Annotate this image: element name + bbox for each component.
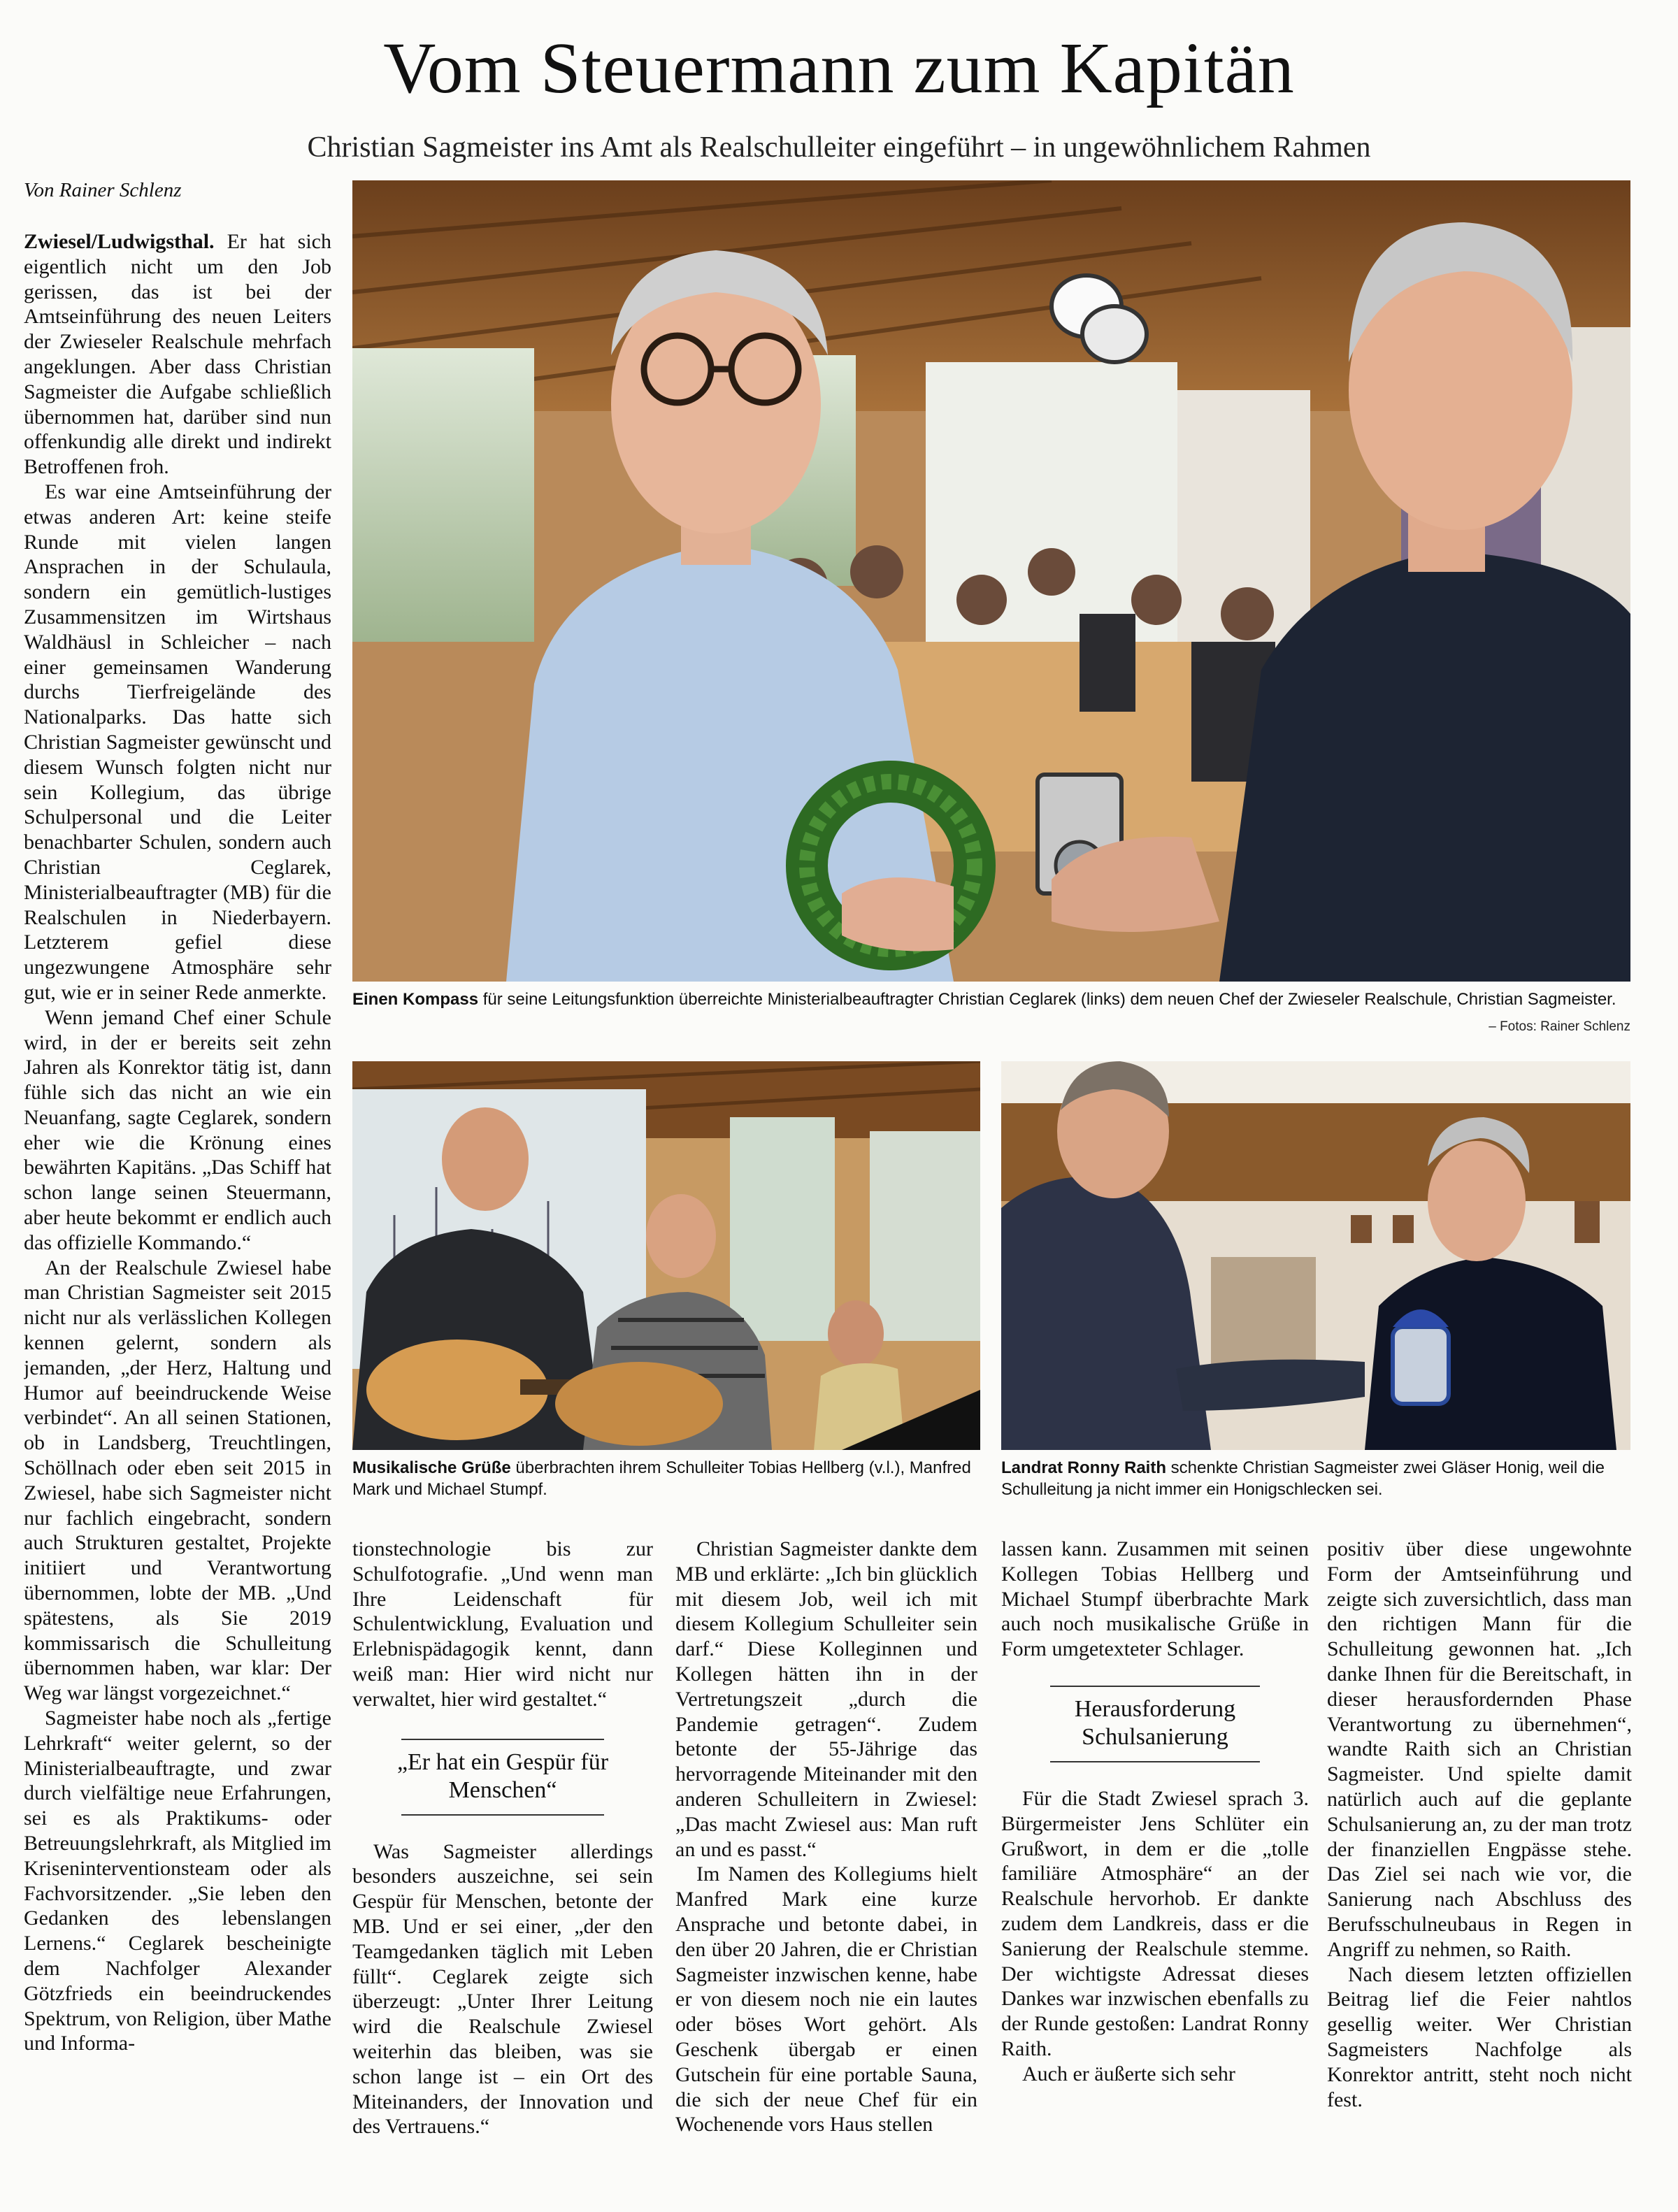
paragraph: Auch er äußerte sich sehr: [1022, 2062, 1235, 2085]
paragraph: Im Namen des Kollegiums hielt Manfred Mark eine kurze Ansprache und betonte dabei, in den über 20 Jahren, die er Christian Sagmeister inzwischen kenne, habe er von diesem noch nie ein lautes oder böses Wort gehört. Als Geschenk übergab er einen Gutschein für eine portable Sauna, die sich der neue Chef für ein Wochenende vors Haus stellen: [675, 1862, 977, 2136]
photo-credit: – Fotos: Rainer Schlenz: [1489, 1019, 1630, 1034]
paragraph: Wenn jemand Chef einer Schule wird, in der er bereits seit zehn Jahren als Konrektor tätig ist, dann fühle sich das nicht an wie ein Neuanfang, sagte Ceglarek, sondern eher wie die Krönung eines bewährten Kapitäns. „Das Schiff hat schon lange seinen Steuermann, aber heute bekommt er endlich auch das offizielle Kommando.“: [24, 1005, 331, 1254]
subheadline: Christian Sagmeister ins Amt als Realschulleiter eingeführt – in ungewöhnlichem Rahmen: [307, 131, 1371, 164]
paragraph: tionstechnologie bis zur Schulfotografie. „Und wenn man Ihre Leidenschaft für Schulentwicklung, Evaluation und Erlebnispädagogik kennt, dann weiß man: Hier wird nicht nur verwaltet, hier wird gestaltet.“: [352, 1537, 653, 1711]
interhead-rule-bottom: [1050, 1761, 1260, 1762]
main-caption-lead: Einen Kompass: [352, 990, 479, 1009]
dateline: Zwiesel/Ludwigsthal.: [24, 230, 215, 253]
lead-paragraph: Zwiesel/Ludwigsthal. Er hat sich eigentlich nicht um den Job gerissen, das ist bei der Amtseinführung des neuen Leiters der Zwieseler Realschule mehrfach angeklungen. Aber dass Christian Sagmeister die Aufgabe schließlich übernommen hat, darüber sind nun offenkundig alle direkt und indirekt Betroffenen froh.: [24, 230, 331, 479]
main-caption-text: für seine Leitungsfunktion überreichte Ministerialbeauftragter Christian Ceglarek (links) dem neuen Chef der Zwieseler Realschule, Christian Sagmeister.: [478, 990, 1616, 1009]
interhead-rule-top: [401, 1739, 604, 1740]
paragraph: positiv über diese ungewohnte Form der Amtseinführung und zeigte sich zuversichtlich, dass man den richtigen Mann für die Schulleitung gewonnen hat. „Ich danke Ihnen für die Bereitschaft, in dieser herausfordernden Phase Verantwortung zu übernehmen“, wandte Raith sich an Christian Sagmeister. Und spielte damit natürlich auch auf die geplante Schulsanierung an, zu der man trotz der finanziellen Engpässe stehe. Das Ziel sei nach wie vor, die Sanierung nach Abschluss des Berufsschulneubaus in Regen in Angriff zu nehmen, so Raith.: [1327, 1537, 1632, 1961]
paragraph: Sagmeister habe noch als „fertige Lehrkraft“ weiter gelernt, so der Ministerialbeauftragte, und zwar durch vielfältige neue Erfahrungen, sei es als Praktikums- oder Betreuungslehrkraft, als Mitglied im Kriseninterventionsteam oder als Fachvorsitzender. „Sie leben den Gedanken des lebenslangen Lernens.“ Ceglarek bescheinigte dem Nachfolger Alexander Götzfrieds ein beeindruckendes Spektrum, von Religion, über Mathe und Informa-: [24, 1707, 331, 2055]
paragraph: An der Realschule Zwiesel habe man Christian Sagmeister seit 2015 nicht nur als verlässlichen Kollegen kennen gelernt, sondern als jemanden, „der Herz, Haltung und Humor auf beeindruckende Weise verbindet“. An all seinen Stationen, ob in Landsberg, Treuchtlingen, Schöllnach oder eben seit 2015 in Zwiesel, habe sich Sagmeister nicht nur fachlich eingebracht, sondern auch Strukturen gestaltet, Projekte initiiert und Verantwortung übernommen, lobte der MB. „Und spätestens, als Sie 2019 kommissarisch die Schulleitung übernommen haben, war klar: Der Weg war längst vorgezeichnet.“: [24, 1256, 331, 1705]
honey-photo-caption: [1001, 1457, 1630, 1500]
honey-photo: [1001, 1061, 1630, 1450]
music-caption-lead: Musikalische Grüße: [352, 1458, 511, 1477]
article-column-3: [675, 1537, 977, 2194]
byline: Von Rainer Schlenz: [24, 179, 182, 201]
interhead: Herausforderung Schulsanierung: [1074, 1695, 1236, 1750]
paragraph: Für die Stadt Zwiesel sprach 3. Bürgermeister Jens Schlüter ein Grußwort, in dem er die „tolle familiäre Atmosphäre“ an der Realschule hervorhob. Er dankte zudem dem Landkreis, dass er die Sanierung der Realschule stemme. Der wichtigste Adressat dieses Dankes war inzwischen ebenfalls zu der Runde gestoßen: Landrat Ronny Raith.: [1001, 1786, 1309, 2060]
headline: Vom Steuermann zum Kapitän: [383, 28, 1295, 108]
article-column-1: [24, 229, 331, 2194]
article-column-4: [1001, 1537, 1309, 2194]
main-photo: [352, 180, 1630, 982]
main-photo-caption: [352, 989, 1630, 1010]
music-caption-text: überbrachten ihrem Schulleiter Tobias Hellberg (v.l.), Manfred Mark und Michael Stumpf.: [352, 1458, 971, 1499]
interhead: „Er hat ein Gespür für Menschen“: [396, 1748, 609, 1803]
music-photo-caption: [352, 1457, 980, 1500]
paragraph: Christian Sagmeister dankte dem MB und erklärte: „Ich bin glücklich mit diesem Job, weil ich mit diesem Kollegium Schulleiter sein darf.“ Diese Kolleginnen und Kollegen hätten ihn in der Vertretungszeit „durch die Pandemie getragen“. Zudem betonte der 55-Jährige das hervorragende Miteinander mit den anderen Schulleitern in Zwiesel: „Das macht Zwiesel aus: Man ruft an und es passt.“: [675, 1537, 977, 1861]
paragraph: Nach diesem letzten offiziellen Beitrag lief die Feier nahtlos gesellig weiter. Wer Christian Sagmeisters Nachfolge als Konrektor antritt, steht noch nicht fest.: [1327, 1962, 1632, 2111]
article-column-2: [352, 1537, 653, 2194]
interhead-rule-top: [1050, 1686, 1260, 1687]
honey-caption-text: schenkte Christian Sagmeister zwei Gläser Honig, weil die Schulleitung ja nicht immer ein Honigschlecken sei.: [1001, 1458, 1605, 1499]
interhead-rule-bottom: [401, 1814, 604, 1816]
music-photo: [352, 1061, 980, 1450]
paragraph: Was Sagmeister allerdings besonders auszeichne, sei sein Gespür für Menschen, betonte der MB. Und er sei einer, „der den Teamgedanken täglich mit Leben füllt“. Ceglarek zeigte sich überzeugt: „Unter Ihrer Leitung wird die Realschule Zwiesel weiterhin das bleiben, was sie schon lange ist – ein Ort des Miteinanders, der Innovation und des Vertrauens.“: [352, 1839, 653, 2139]
article-column-5: [1327, 1537, 1632, 2194]
paragraph: Es war eine Amtseinführung der etwas anderen Art: keine steife Runde mit vielen langen Ansprachen in der Schulaula, sondern ein gemütlich-lustiges Zusammensitzen im Wirtshaus Waldhäusl in Schleicher – nach einer gemeinsamen Wanderung durchs Tierfreigelände des Nationalparks. Das hatte sich Christian Sagmeister gewünscht und diesem Wunsch folgten nicht nur sein Kollegium, das übrige Schulpersonal und die Leiter benachbarter Schulen, sondern auch Christian Ceglarek, Ministerialbeauftragter (MB) für die Realschulen in Niederbayern. Letzterem gefiel diese ungezwungene Atmosphäre sehr gut, wie er in seiner Rede anmerkte.: [24, 480, 331, 1004]
honey-caption-lead: Landrat Ronny Raith: [1001, 1458, 1167, 1477]
paragraph: lassen kann. Zusammen mit seinen Kollegen Tobias Hellberg und Michael Stumpf überbrachte Mark auch noch musikalische Grüße in Form umgetexteter Schlager.: [1001, 1537, 1309, 1661]
